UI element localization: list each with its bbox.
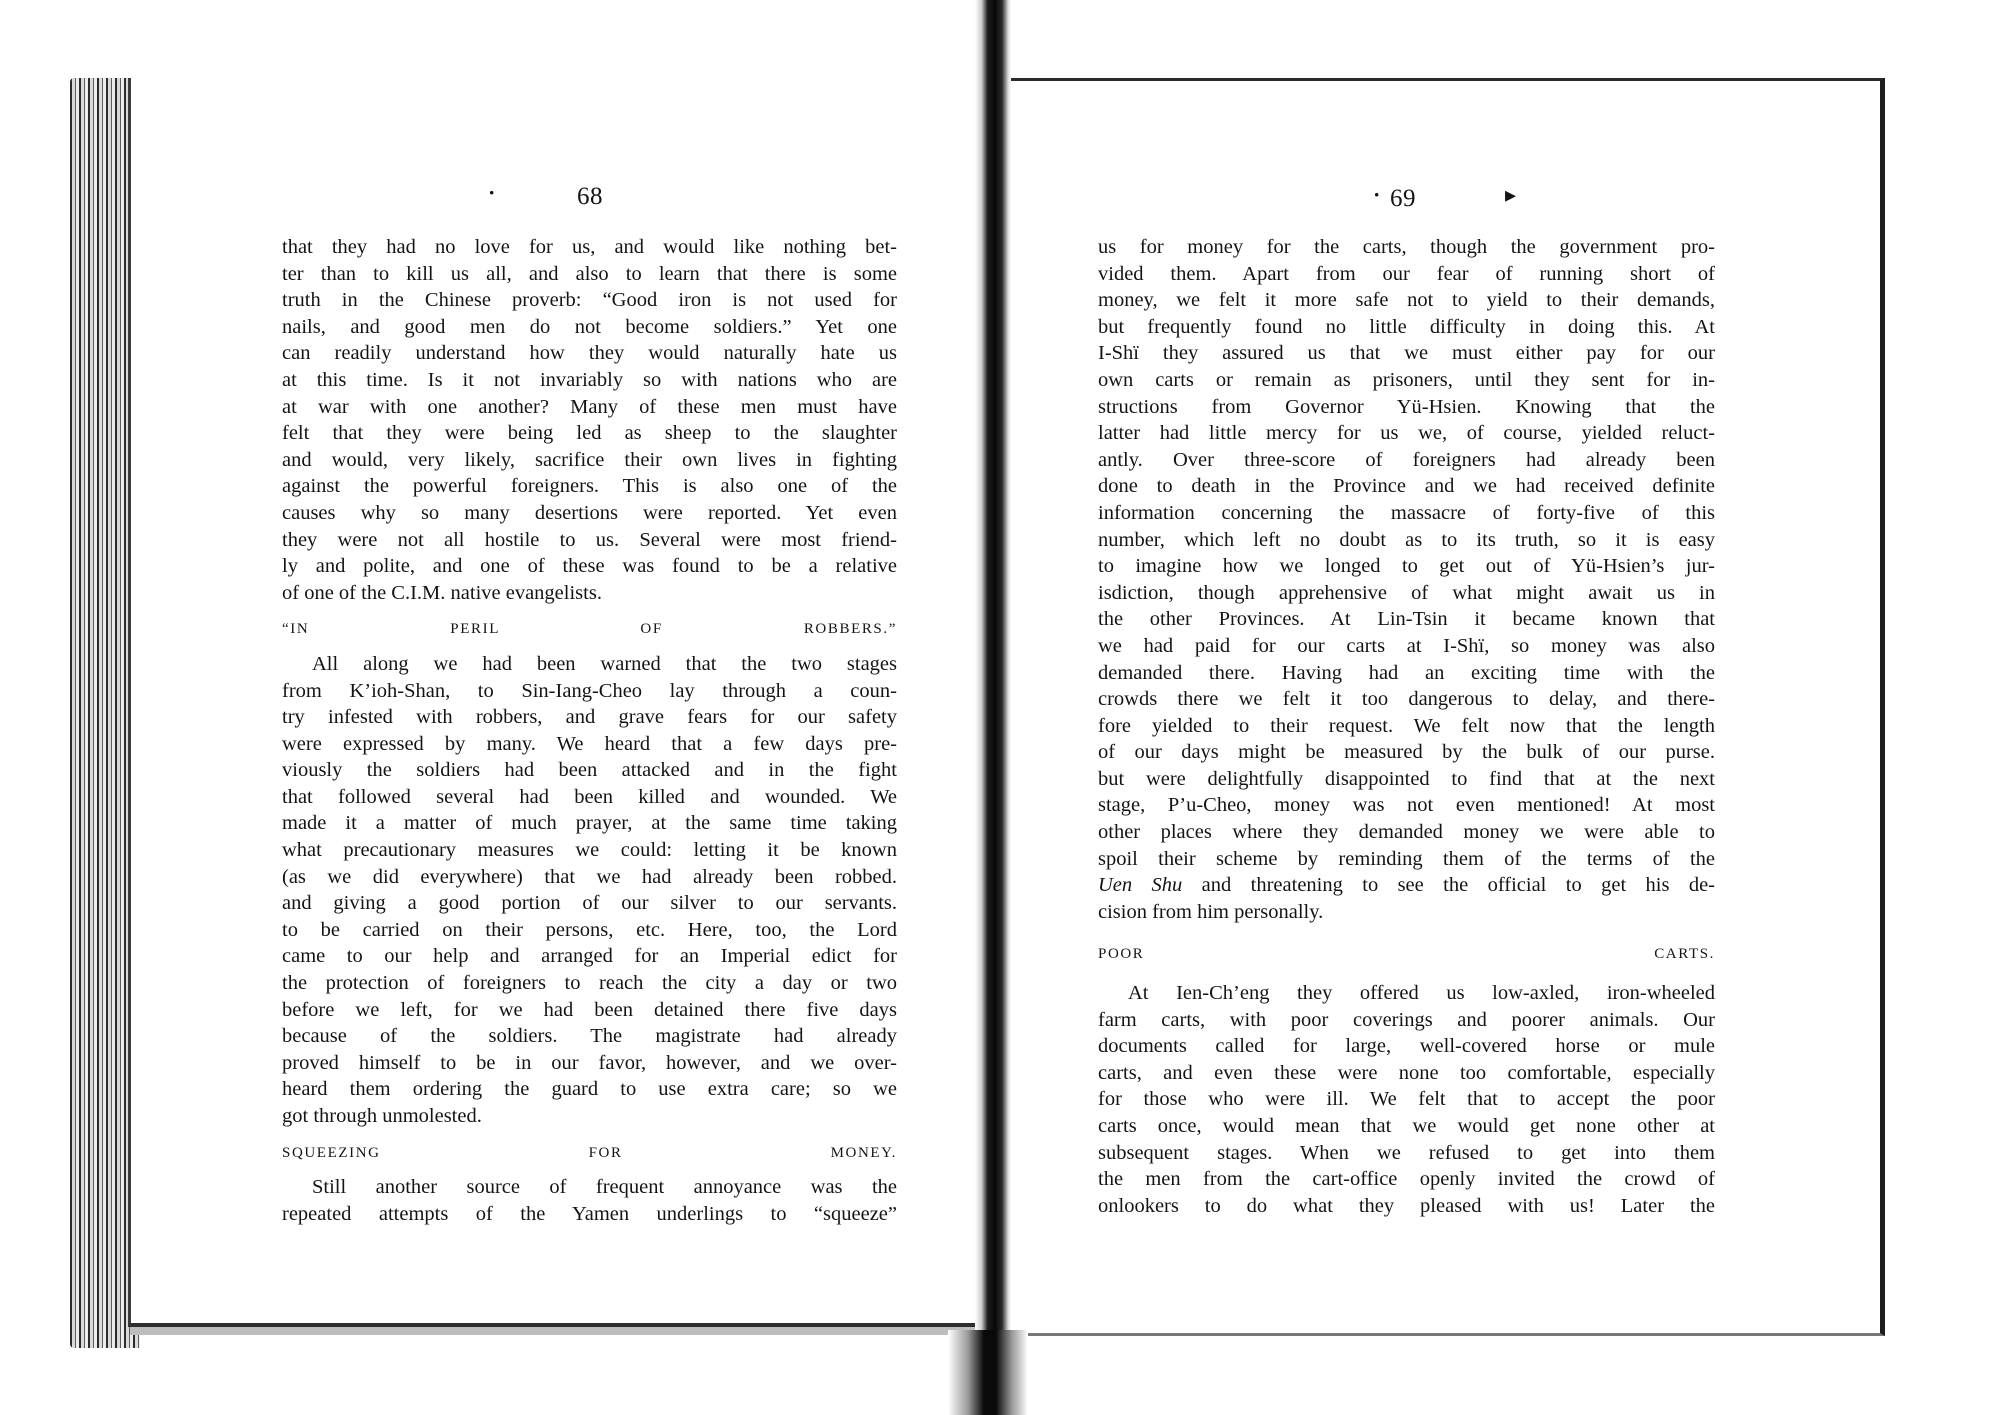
text-line: (as we did everywhere) that we had already been robbed. — [282, 865, 897, 888]
book-gutter — [975, 0, 1011, 1415]
text-line: they were not all hostile to us. Several were most friend- — [282, 528, 897, 551]
text-line: of our days might be measured by the bulk of our purse. — [1098, 741, 1715, 764]
text-line: at war with one another? Many of these men must have — [282, 395, 897, 418]
left-page-text — [282, 234, 897, 1227]
text-line: I-Shï they assured us that we must either pay for our — [1098, 342, 1715, 365]
text-line: structions from Governor Yü-Hsien. Knowing that the — [1098, 395, 1715, 418]
text-line: against the powerful foreigners. This is also one of the — [282, 475, 897, 498]
text-line: the protection of foreigners to reach the city a day or two — [282, 972, 897, 995]
section-heading: SQUEEZING FOR MONEY. — [282, 1144, 897, 1161]
text-line: All along we had been warned that the two stages — [312, 652, 897, 675]
text-line: heard them ordering the guard to use extra care; so we — [282, 1078, 897, 1101]
ornament-dot: · — [1373, 182, 1381, 207]
text-line: the other Provinces. At Lin-Tsin it became known that — [1098, 608, 1715, 631]
text-line: and giving a good portion of our silver to our servants. — [282, 892, 897, 915]
text-line: but were delightfully disappointed to find that at the next — [1098, 767, 1715, 790]
ornament-dot: · — [488, 180, 496, 205]
text-line: cision from him personally. — [1098, 900, 1324, 923]
text-line: were expressed by many. We heard that a few days pre- — [282, 732, 897, 755]
paragraph — [282, 1174, 897, 1227]
paragraph — [282, 651, 897, 1130]
text-line: we had paid for our carts at I-Shï, so money was also — [1098, 634, 1715, 657]
text-line: carts once, would mean that we would get none other at — [1098, 1115, 1715, 1137]
text-line: ly and polite, and one of these was found to be a relative — [282, 555, 897, 578]
text-line: and would, very likely, sacrifice their own lives in fighting — [282, 448, 897, 471]
text-line: came to our help and arranged for an Imperial edict for — [282, 945, 897, 968]
text-line: us for money for the carts, though the government pro- — [1098, 236, 1715, 258]
text-line: to imagine how we longed to get out of Yü-Hsien’s jur- — [1098, 555, 1715, 578]
text-line: nails, and good men do not become soldiers.” Yet one — [282, 315, 897, 338]
text-line — [1098, 872, 1715, 899]
text-line: done to death in the Province and we had received definite — [1098, 475, 1715, 498]
text-line: because of the soldiers. The magistrate had already — [282, 1025, 897, 1048]
text-line: ter than to kill us all, and also to learn that there is some — [282, 262, 897, 285]
text-line: felt that they were being led as sheep to the slaughter — [282, 422, 897, 445]
text-line: repeated attempts of the Yamen underlings to “squeeze” — [282, 1202, 897, 1225]
section-heading: “IN PERIL OF ROBBERS.” — [282, 621, 897, 638]
paragraph — [282, 234, 897, 606]
text-line: spoil their scheme by reminding them of the terms of the — [1098, 847, 1715, 870]
text-line: from K’ioh-Shan, to Sin-Iang-Cheo lay through a coun- — [282, 679, 897, 702]
text-line: of one of the C.I.M. native evangelists. — [282, 581, 602, 604]
text-line: that they had no love for us, and would like nothing bet- — [282, 236, 897, 258]
page-number-right: 69 — [1390, 185, 1416, 212]
text-line: demanded there. Having had an exciting time with the — [1098, 661, 1715, 684]
text-line: At Ien-Ch’eng they offered us low-axled, iron-wheeled — [1128, 982, 1715, 1005]
text-line: try infested with robbers, and grave fears for our safety — [282, 706, 897, 729]
text-line: truth in the Chinese proverb: “Good iron is not used for — [282, 289, 897, 312]
paragraph — [1098, 980, 1715, 1219]
text-line: antly. Over three-score of foreigners had already been — [1098, 448, 1715, 471]
text-line: proved himself to be in our favor, however, and we over- — [282, 1051, 897, 1074]
text-line: subsequent stages. When we refused to get into them — [1098, 1141, 1715, 1164]
text-line: information concerning the massacre of forty-five of this — [1098, 501, 1715, 524]
italic-term: Uen Shu — [1098, 874, 1183, 897]
text-fragment: and threatening to see the official to get his de- — [1182, 874, 1715, 897]
text-line: Still another source of frequent annoyance was the — [312, 1176, 897, 1199]
text-line: latter had little mercy for us we, of course, yielded reluct- — [1098, 422, 1715, 445]
text-line: to be carried on their persons, etc. Here, too, the Lord — [282, 918, 897, 941]
text-line: other places where they demanded money we were able to — [1098, 821, 1715, 844]
text-line: farm carts, with poor coverings and poorer animals. Our — [1098, 1008, 1715, 1031]
text-line: money, we felt it more safe not to yield to their demands, — [1098, 289, 1715, 312]
right-page-text — [1098, 234, 1715, 1219]
text-line: vided them. Apart from our fear of running short of — [1098, 262, 1715, 285]
text-line: carts, and even these were none too comfortable, especially — [1098, 1061, 1715, 1084]
paragraph — [1098, 234, 1715, 872]
page-number-left: 68 — [577, 183, 603, 210]
text-line: the men from the cart-office openly invited the crowd of — [1098, 1168, 1715, 1191]
section-heading: POOR CARTS. — [1098, 946, 1715, 963]
text-line: own carts or remain as prisoners, until they sent for in- — [1098, 368, 1715, 391]
text-line: can readily understand how they would naturally hate us — [282, 342, 897, 365]
text-line: isdiction, though apprehensive of what might await us in — [1098, 581, 1715, 604]
book-gutter-shadow — [948, 1330, 1028, 1415]
text-line: got through unmolested. — [282, 1105, 482, 1127]
text-line: made it a matter of much prayer, at the same time taking — [282, 812, 897, 835]
text-line: before we left, for we had been detained there five days — [282, 998, 897, 1021]
text-line: onlookers to do what they pleased with us! Later the — [1098, 1194, 1715, 1217]
text-line: at this time. Is it not invariably so with nations who are — [282, 368, 897, 391]
text-line: documents called for large, well-covered horse or mule — [1098, 1035, 1715, 1058]
text-line: number, which left no doubt as to its truth, so it is easy — [1098, 528, 1715, 551]
text-line: for those who were ill. We felt that to accept the poor — [1098, 1088, 1715, 1111]
text-line: causes why so many desertions were reported. Yet even — [282, 501, 897, 524]
ornament-dot: ▸ — [1505, 182, 1517, 207]
text-line: crowds there we felt it too dangerous to delay, and there- — [1098, 688, 1715, 711]
text-line: but frequently found no little difficulty in doing this. At — [1098, 315, 1715, 338]
text-line: fore yielded to their request. We felt now that the length — [1098, 714, 1715, 737]
text-line: viously the soldiers had been attacked and in the fight — [282, 759, 897, 782]
text-line: stage, P’u-Cheo, money was not even mentioned! At most — [1098, 794, 1715, 817]
text-line: what precautionary measures we could: letting it be known — [282, 839, 897, 862]
text-line: that followed several had been killed and wounded. We — [282, 785, 897, 808]
